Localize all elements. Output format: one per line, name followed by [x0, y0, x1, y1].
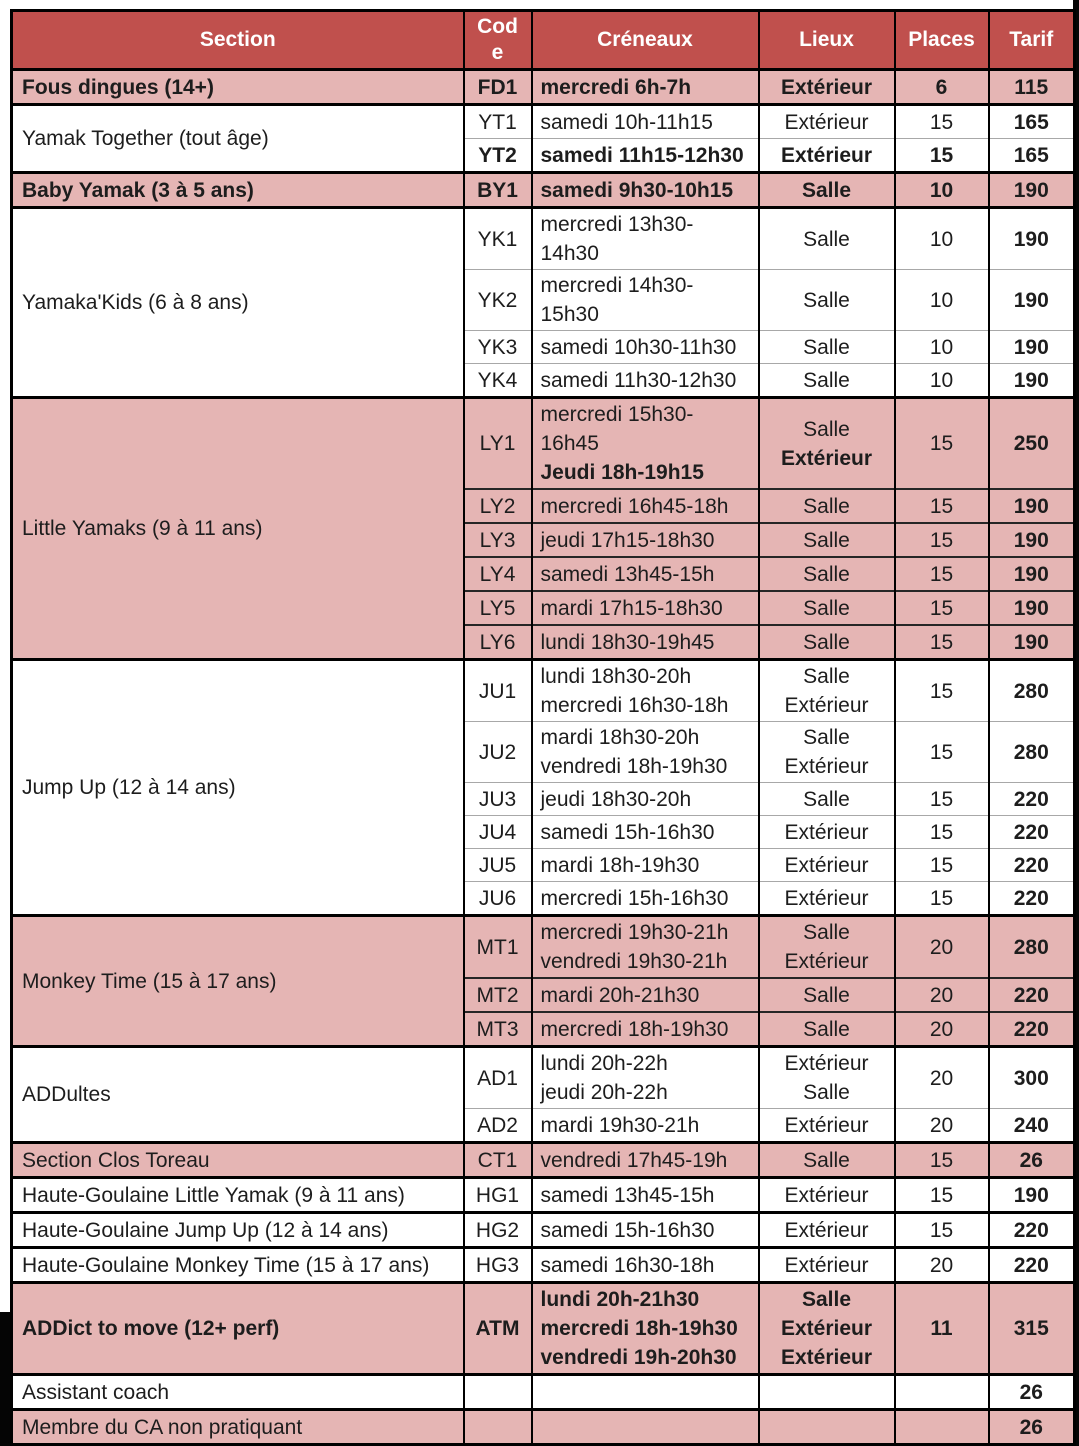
section-cell: Yamak Together (tout âge): [12, 105, 464, 173]
creneaux-cell: [532, 625, 759, 660]
places-cell: 20: [895, 1248, 989, 1283]
code-cell: HG2: [464, 1213, 532, 1248]
tarif-cell: 115: [989, 70, 1075, 105]
code-cell: JU3: [464, 783, 532, 816]
creneaux-line: mercredi 16h45-18h: [540, 494, 729, 518]
creneaux-cell: [532, 270, 759, 331]
creneaux-line: jeudi 18h30-20h: [540, 787, 692, 811]
lieux-line: Salle: [801, 178, 852, 202]
code-cell: MT2: [464, 978, 532, 1012]
lieux-line: Salle: [803, 726, 850, 749]
lieux-line: Salle: [803, 1081, 850, 1104]
creneaux-cell: [532, 1410, 759, 1445]
table-row: [12, 208, 1075, 270]
places-cell: 15: [895, 1178, 989, 1213]
tarif-cell: 190: [989, 489, 1075, 523]
creneaux-cell: [532, 1248, 759, 1283]
lieux-line: Extérieur: [784, 1052, 869, 1075]
places-cell: 20: [895, 1109, 989, 1143]
table-row: [12, 916, 1075, 979]
creneaux-cell: [532, 523, 759, 557]
code-cell: JU1: [464, 660, 532, 722]
lieux-line: Salle: [803, 665, 850, 688]
creneaux-cell: [532, 398, 759, 490]
table-row: [12, 70, 1075, 105]
tarif-cell: 240: [989, 1109, 1075, 1143]
section-cell: Baby Yamak (3 à 5 ans): [12, 173, 464, 208]
tarif-cell: 190: [989, 591, 1075, 625]
creneaux-line: lundi 20h-21h30: [540, 1288, 700, 1311]
places-cell: 15: [895, 398, 989, 490]
lieux-line: Extérieur: [784, 1253, 869, 1277]
places-cell: 10: [895, 173, 989, 208]
creneaux-line: mercredi 13h30-14h30: [540, 213, 694, 265]
lieux-cell: [759, 1375, 895, 1410]
tarif-cell: 190: [989, 270, 1075, 331]
tarif-cell: 190: [989, 523, 1075, 557]
creneaux-line: mercredi 15h30-16h45: [540, 403, 694, 455]
lieux-line: Salle: [803, 1148, 850, 1172]
section-cell: ADDict to move (12+ perf): [12, 1283, 464, 1375]
lieux-cell: [759, 139, 895, 173]
section-cell: Haute-Goulaine Jump Up (12 à 14 ans): [12, 1213, 464, 1248]
code-cell: ATM: [464, 1283, 532, 1375]
tarif-cell: 220: [989, 882, 1075, 916]
code-cell: YT2: [464, 139, 532, 173]
tarif-cell: 220: [989, 783, 1075, 816]
places-cell: 15: [895, 882, 989, 916]
tarif-cell: 165: [989, 139, 1075, 173]
column-header-lieux: Lieux: [759, 11, 895, 70]
lieux-cell: [759, 523, 895, 557]
places-cell: 6: [895, 70, 989, 105]
table-row: [12, 1410, 1075, 1445]
places-cell: 15: [895, 591, 989, 625]
tarif-cell: 280: [989, 722, 1075, 783]
column-header-code: Code: [464, 11, 532, 70]
creneaux-cell: [532, 331, 759, 364]
lieux-line: Extérieur: [784, 950, 869, 973]
tarif-cell: 26: [989, 1375, 1075, 1410]
creneaux-line: lundi 18h30-19h45: [540, 630, 715, 654]
creneaux-line: mardi 18h-19h30: [540, 853, 700, 877]
creneaux-line: jeudi 20h-22h: [540, 1081, 668, 1104]
places-cell: 15: [895, 523, 989, 557]
lieux-line: Salle: [803, 288, 850, 312]
creneaux-line: mardi 17h15-18h30: [540, 596, 723, 620]
lieux-line: Salle: [803, 983, 850, 1007]
code-cell: YK1: [464, 208, 532, 270]
section-cell: Assistant coach: [12, 1375, 464, 1410]
creneaux-line: lundi 20h-22h: [540, 1052, 668, 1075]
section-cell: Membre du CA non pratiquant: [12, 1410, 464, 1445]
creneaux-cell: [532, 364, 759, 398]
code-cell: LY3: [464, 523, 532, 557]
creneaux-cell: [532, 1047, 759, 1109]
lieux-line: Salle: [803, 787, 850, 811]
section-cell: Monkey Time (15 à 17 ans): [12, 916, 464, 1047]
section-cell: Jump Up (12 à 14 ans): [12, 660, 464, 916]
table-row: [12, 1283, 1075, 1375]
creneaux-line: mercredi 15h-16h30: [540, 886, 729, 910]
lieux-cell: [759, 1109, 895, 1143]
creneaux-cell: [532, 173, 759, 208]
table-row: [12, 398, 1075, 490]
lieux-line: Extérieur: [780, 143, 873, 167]
creneaux-cell: [532, 1375, 759, 1410]
creneaux-line: vendredi 17h45-19h: [540, 1148, 728, 1172]
code-cell: JU6: [464, 882, 532, 916]
lieux-line: Extérieur: [784, 1218, 869, 1242]
header-row: [12, 11, 1075, 70]
places-cell: 11: [895, 1283, 989, 1375]
lieux-line: Extérieur: [784, 886, 869, 910]
creneaux-cell: [532, 816, 759, 849]
lieux-cell: [759, 1047, 895, 1109]
lieux-line: Salle: [803, 227, 850, 251]
tarif-cell: 300: [989, 1047, 1075, 1109]
lieux-cell: [759, 557, 895, 591]
lieux-line: Extérieur: [780, 75, 873, 99]
table-row: [12, 173, 1075, 208]
creneaux-cell: [532, 1143, 759, 1178]
code-cell: JU5: [464, 849, 532, 882]
creneaux-line: mercredi 19h30-21h: [540, 921, 729, 944]
lieux-line: Salle: [803, 528, 850, 552]
creneaux-line: samedi 15h-16h30: [540, 820, 715, 844]
tarif-cell: 315: [989, 1283, 1075, 1375]
code-cell: LY1: [464, 398, 532, 490]
section-cell: Yamaka'Kids (6 à 8 ans): [12, 208, 464, 398]
creneaux-cell: [532, 1178, 759, 1213]
table-row: [12, 1375, 1075, 1410]
creneaux-cell: [532, 660, 759, 722]
places-cell: 15: [895, 722, 989, 783]
tarif-cell: 220: [989, 849, 1075, 882]
table-row: [12, 1143, 1075, 1178]
section-cell: Fous dingues (14+): [12, 70, 464, 105]
tarif-cell: 190: [989, 364, 1075, 398]
tarif-cell: 190: [989, 208, 1075, 270]
lieux-cell: [759, 1283, 895, 1375]
tarif-cell: 220: [989, 1213, 1075, 1248]
lieux-cell: [759, 882, 895, 916]
table-row: [12, 1213, 1075, 1248]
creneaux-line: samedi 13h45-15h: [540, 562, 715, 586]
places-cell: 10: [895, 270, 989, 331]
lieux-line: Extérieur: [784, 820, 869, 844]
tarif-cell: 280: [989, 916, 1075, 979]
creneaux-line: mercredi 16h30-18h: [540, 694, 729, 717]
lieux-line: Salle: [803, 368, 850, 392]
section-cell: Haute-Goulaine Little Yamak (9 à 11 ans): [12, 1178, 464, 1213]
creneaux-cell: [532, 849, 759, 882]
lieux-line: Salle: [803, 921, 850, 944]
lieux-cell: [759, 849, 895, 882]
lieux-line: Extérieur: [784, 1183, 869, 1207]
lieux-line: Extérieur: [784, 853, 869, 877]
lieux-line: Salle: [803, 494, 850, 518]
lieux-cell: [759, 70, 895, 105]
tarif-cell: 190: [989, 331, 1075, 364]
places-cell: 15: [895, 1143, 989, 1178]
code-cell: HG3: [464, 1248, 532, 1283]
creneaux-line: mardi 18h30-20h: [540, 726, 700, 749]
creneaux-line: vendredi 19h30-21h: [540, 950, 728, 973]
tarif-cell: 190: [989, 173, 1075, 208]
creneaux-line: vendredi 18h-19h30: [540, 755, 728, 778]
creneaux-line: samedi 10h-11h15: [540, 110, 713, 134]
places-cell: 20: [895, 1012, 989, 1047]
lieux-line: Extérieur: [780, 1346, 873, 1369]
lieux-cell: [759, 625, 895, 660]
lieux-cell: [759, 173, 895, 208]
creneaux-line: samedi 9h30-10h15: [540, 178, 734, 202]
lieux-cell: [759, 591, 895, 625]
tarif-cell: 190: [989, 625, 1075, 660]
lieux-line: Salle: [803, 596, 850, 620]
places-cell: 15: [895, 625, 989, 660]
creneaux-cell: [532, 208, 759, 270]
code-cell: LY6: [464, 625, 532, 660]
code-cell: [464, 1375, 532, 1410]
column-header-creneaux: Créneaux: [532, 11, 759, 70]
creneaux-cell: [532, 1012, 759, 1047]
section-cell: Little Yamaks (9 à 11 ans): [12, 398, 464, 660]
lieux-line: Extérieur: [780, 446, 873, 470]
code-cell: YK3: [464, 331, 532, 364]
lieux-cell: [759, 331, 895, 364]
tarif-cell: 26: [989, 1410, 1075, 1445]
places-cell: [895, 1410, 989, 1445]
lieux-line: Extérieur: [784, 110, 869, 134]
lieux-line: Extérieur: [784, 755, 869, 778]
lieux-cell: [759, 489, 895, 523]
lieux-cell: [759, 364, 895, 398]
lieux-line: Extérieur: [784, 694, 869, 717]
lieux-cell: [759, 208, 895, 270]
places-cell: 10: [895, 364, 989, 398]
tarif-cell: 250: [989, 398, 1075, 490]
tarif-cell: 220: [989, 978, 1075, 1012]
lieux-cell: [759, 816, 895, 849]
creneaux-line: mercredi 18h-19h30: [540, 1017, 729, 1041]
creneaux-cell: [532, 882, 759, 916]
tarif-cell: 26: [989, 1143, 1075, 1178]
creneaux-cell: [532, 1109, 759, 1143]
table-body: [12, 70, 1075, 1445]
code-cell: JU4: [464, 816, 532, 849]
code-cell: AD1: [464, 1047, 532, 1109]
table-row: [12, 660, 1075, 722]
creneaux-line: Jeudi 18h-19h15: [540, 461, 704, 484]
places-cell: 15: [895, 660, 989, 722]
places-cell: 15: [895, 783, 989, 816]
lieux-cell: [759, 916, 895, 979]
section-cell: Section Clos Toreau: [12, 1143, 464, 1178]
lieux-line: Salle: [803, 562, 850, 586]
code-cell: CT1: [464, 1143, 532, 1178]
creneaux-line: samedi 11h15-12h30: [540, 143, 744, 167]
creneaux-line: mercredi 6h-7h: [540, 75, 692, 99]
lieux-line: Salle: [803, 630, 850, 654]
places-cell: 15: [895, 489, 989, 523]
code-cell: LY5: [464, 591, 532, 625]
code-cell: YK4: [464, 364, 532, 398]
creneaux-line: mardi 20h-21h30: [540, 983, 700, 1007]
pricing-table: [10, 9, 1076, 1446]
creneaux-cell: [532, 916, 759, 979]
creneaux-line: mercredi 18h-19h30: [540, 1317, 738, 1340]
creneaux-cell: [532, 1213, 759, 1248]
creneaux-line: mercredi 14h30-15h30: [540, 274, 694, 326]
lieux-line: Extérieur: [780, 1317, 873, 1340]
lieux-cell: [759, 1143, 895, 1178]
places-cell: 10: [895, 208, 989, 270]
creneaux-line: samedi 16h30-18h: [540, 1253, 715, 1277]
lieux-cell: [759, 783, 895, 816]
column-header-section: Section: [12, 11, 464, 70]
creneaux-cell: [532, 70, 759, 105]
creneaux-cell: [532, 722, 759, 783]
creneaux-line: samedi 10h30-11h30: [540, 335, 737, 359]
tarif-cell: 190: [989, 1178, 1075, 1213]
lieux-line: Salle: [803, 335, 850, 359]
lieux-cell: [759, 1410, 895, 1445]
places-cell: 10: [895, 331, 989, 364]
table-row: [12, 1248, 1075, 1283]
lieux-line: Salle: [803, 417, 850, 441]
code-cell: LY4: [464, 557, 532, 591]
places-cell: 20: [895, 916, 989, 979]
creneaux-cell: [532, 783, 759, 816]
code-cell: MT1: [464, 916, 532, 979]
creneaux-cell: [532, 489, 759, 523]
places-cell: 15: [895, 816, 989, 849]
tarif-cell: 220: [989, 816, 1075, 849]
section-cell: Haute-Goulaine Monkey Time (15 à 17 ans): [12, 1248, 464, 1283]
lieux-line: Salle: [801, 1288, 852, 1311]
places-cell: 15: [895, 557, 989, 591]
creneaux-cell: [532, 557, 759, 591]
lieux-cell: [759, 978, 895, 1012]
table-row: [12, 1047, 1075, 1109]
creneaux-cell: [532, 1283, 759, 1375]
creneaux-line: jeudi 17h15-18h30: [540, 528, 715, 552]
tarif-cell: 220: [989, 1012, 1075, 1047]
lieux-cell: [759, 270, 895, 331]
code-cell: MT3: [464, 1012, 532, 1047]
places-cell: 20: [895, 978, 989, 1012]
tarif-cell: 220: [989, 1248, 1075, 1283]
creneaux-line: samedi 13h45-15h: [540, 1183, 715, 1207]
tarif-cell: 280: [989, 660, 1075, 722]
lieux-line: Salle: [803, 1017, 850, 1041]
creneaux-cell: [532, 105, 759, 139]
lieux-cell: [759, 660, 895, 722]
code-cell: YT1: [464, 105, 532, 139]
code-cell: HG1: [464, 1178, 532, 1213]
creneaux-line: lundi 18h30-20h: [540, 665, 692, 688]
lieux-cell: [759, 1178, 895, 1213]
section-cell: ADDultes: [12, 1047, 464, 1143]
column-header-places: Places: [895, 11, 989, 70]
table-row: [12, 1178, 1075, 1213]
places-cell: 20: [895, 1047, 989, 1109]
creneaux-line: vendredi 19h-20h30: [540, 1346, 737, 1369]
creneaux-line: samedi 15h-16h30: [540, 1218, 715, 1242]
creneaux-line: samedi 11h30-12h30: [540, 368, 737, 392]
lieux-cell: [759, 1248, 895, 1283]
lieux-cell: [759, 1213, 895, 1248]
lieux-cell: [759, 398, 895, 490]
code-cell: AD2: [464, 1109, 532, 1143]
code-cell: FD1: [464, 70, 532, 105]
creneaux-cell: [532, 139, 759, 173]
code-cell: JU2: [464, 722, 532, 783]
places-cell: 15: [895, 139, 989, 173]
code-cell: BY1: [464, 173, 532, 208]
tarif-cell: 190: [989, 557, 1075, 591]
places-cell: 15: [895, 849, 989, 882]
lieux-cell: [759, 105, 895, 139]
code-cell: LY2: [464, 489, 532, 523]
table-row: [12, 105, 1075, 139]
creneaux-cell: [532, 978, 759, 1012]
creneaux-cell: [532, 591, 759, 625]
places-cell: [895, 1375, 989, 1410]
lieux-line: Extérieur: [784, 1113, 869, 1137]
lieux-cell: [759, 1012, 895, 1047]
places-cell: 15: [895, 105, 989, 139]
creneaux-line: mardi 19h30-21h: [540, 1113, 700, 1137]
column-header-tarif: Tarif: [989, 11, 1075, 70]
tarif-cell: 165: [989, 105, 1075, 139]
lieux-cell: [759, 722, 895, 783]
code-cell: YK2: [464, 270, 532, 331]
places-cell: 15: [895, 1213, 989, 1248]
code-cell: [464, 1410, 532, 1445]
